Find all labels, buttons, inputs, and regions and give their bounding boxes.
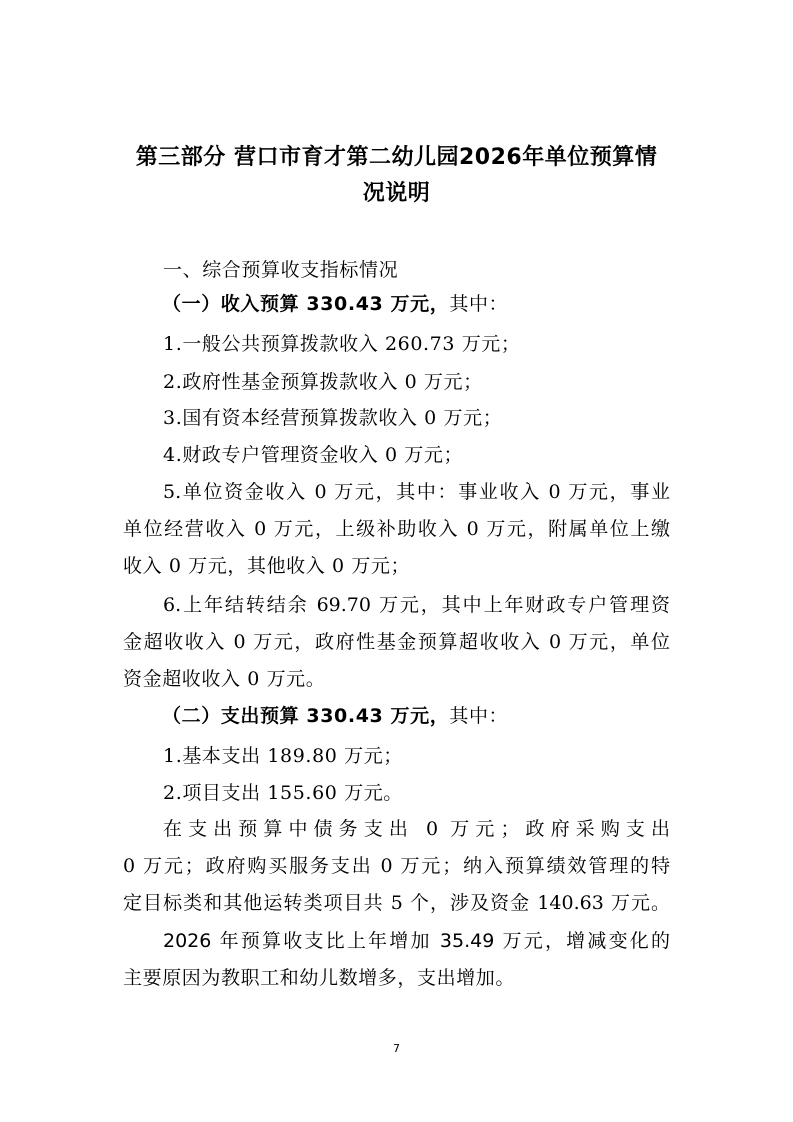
income-heading-rest: 其中：: [449, 293, 509, 315]
income-item-5-line2: 单位经营收入 0 万元，上级补助收入 0 万元，附属单位上缴: [123, 518, 670, 540]
summary-line1: 2026 年预算收支比上年增加 35.49 万元，增减变化的: [163, 930, 670, 952]
income-item-3: 3.国有资本经营预算拨款收入 0 万元；: [163, 407, 503, 429]
income-item-4: 4.财政专户管理资金收入 0 万元；: [163, 444, 464, 466]
income-item-1: 1.一般公共预算拨款收入 260.73 万元；: [163, 333, 521, 355]
expense-heading: [162, 703, 508, 730]
expense-note-line3: 定目标类和其他运转类项目共 5 个，涉及资金 140.63 万元。: [123, 892, 670, 914]
income-item-5-line1: 5.单位资金收入 0 万元，其中：事业收入 0 万元，事业: [163, 481, 670, 503]
income-heading: [162, 291, 508, 318]
income-item-6-line2: 金超收收入 0 万元，政府性基金预算超收收入 0 万元，单位: [123, 631, 670, 653]
expense-item-1: 1.基本支出 189.80 万元；: [163, 745, 403, 767]
page-title-line2: 况说明: [362, 181, 431, 206]
expense-heading-rest: 其中：: [449, 705, 509, 727]
summary-line2: 主要原因为教职工和幼儿数增多，支出增加。: [123, 967, 516, 989]
income-item-6-line1: 6.上年结转结余 69.70 万元，其中上年财政专户管理资: [163, 594, 670, 616]
expense-heading-bold: （二）支出预算 330.43 万元，: [162, 705, 450, 727]
expense-item-2: 2.项目支出 155.60 万元。: [163, 782, 403, 804]
income-item-5-line3: 收入 0 万元，其他收入 0 万元；: [123, 555, 411, 577]
income-item-2: 2.政府性基金预算拨款收入 0 万元；: [163, 371, 483, 393]
section-heading: 一、综合预算收支指标情况: [163, 259, 399, 281]
page-title-line1: 第三部分 营口市育才第二幼儿园2026年单位预算情: [135, 145, 658, 170]
income-heading-bold: （一）收入预算 330.43 万元，: [162, 293, 450, 315]
page-number: 7: [393, 1042, 400, 1055]
expense-note-line2: 0 万元；政府购买服务支出 0 万元；纳入预算绩效管理的特: [123, 855, 670, 877]
expense-note-line1: 在支出预算中债务支出 0 万元；政府采购支出: [163, 818, 670, 840]
income-item-6-line3: 资金超收收入 0 万元。: [123, 668, 326, 690]
